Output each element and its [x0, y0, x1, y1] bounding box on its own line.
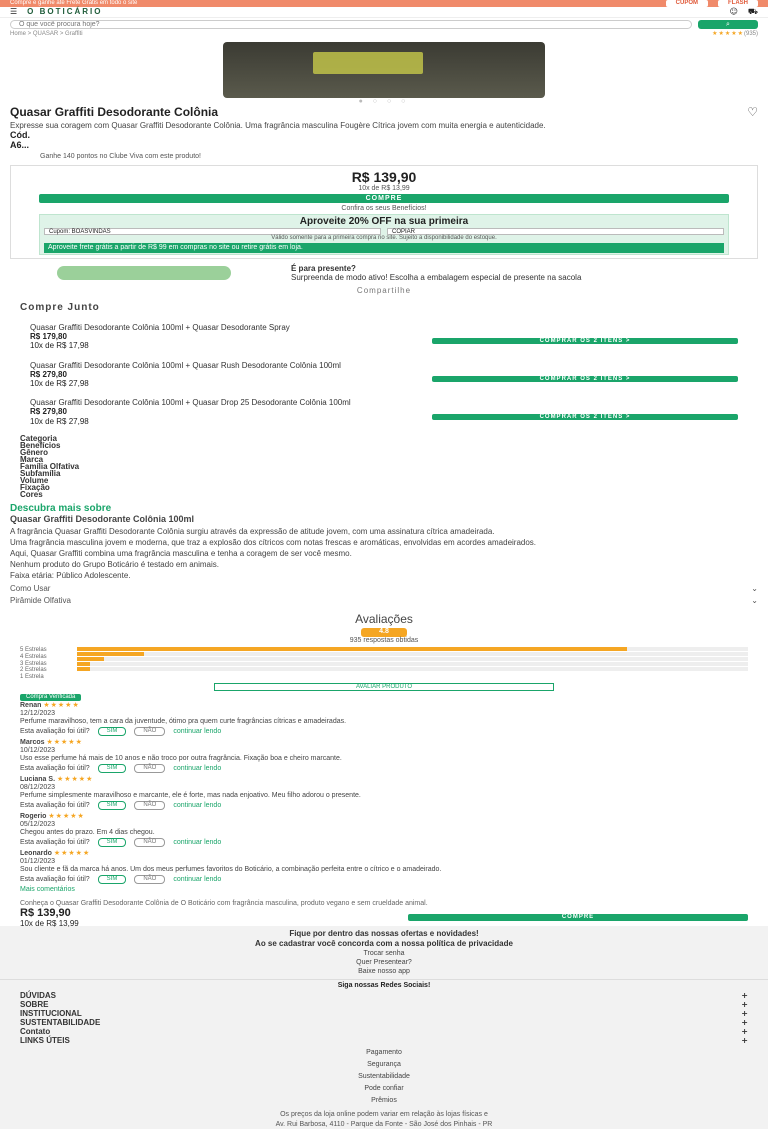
combo-item [0, 398, 768, 426]
combo-row [30, 407, 738, 425]
helpful-row [20, 875, 748, 884]
search-row [0, 18, 768, 30]
combo-buy-button[interactable]: COMPRAR OS 2 ITENS > [432, 376, 738, 382]
helpful-yes-button[interactable]: SIM [98, 727, 127, 736]
review-date: 08/12/2023 [20, 784, 56, 792]
helpful-row [20, 801, 748, 810]
promo-pill-flash[interactable]: FLASH [718, 0, 758, 7]
combo-row [30, 332, 738, 350]
plus-icon: + [741, 999, 748, 1009]
combo-item [0, 361, 768, 389]
helpful-question: Esta avaliação foi útil? [20, 875, 90, 883]
review-item [0, 812, 768, 847]
accordion-label: LINKS ÚTEIS [20, 1035, 70, 1045]
company-address: Av. Rui Barbosa, 4110 - Parque da Fonte - São José dos Pinhais - PR [275, 1120, 493, 1128]
reviewer-name: Marcos [20, 739, 45, 747]
accordion-label: SOBRE [20, 999, 49, 1009]
privacy-note[interactable]: Ao se cadastrar você concorda com a nossa política de privacidade [255, 938, 513, 948]
review-date: 12/12/2023 [20, 710, 56, 718]
product-description: Expresse sua coragem com Quasar Graffiti Desodorante Colônia. Uma fragrância masculina Fougère Cítrica jovem com muita energia e autenticidade. [10, 120, 546, 130]
footer-link[interactable]: Baixe nosso app [358, 967, 410, 975]
combo-buy-button[interactable]: COMPRAR OS 2 ITENS > [432, 338, 738, 344]
social-title: Siga nossas Redes Sociais! [0, 979, 768, 991]
helpful-question: Esta avaliação foi útil? [20, 801, 90, 809]
review-stars: ★★★★★ [46, 738, 83, 747]
menu-icon[interactable]: ☰ [10, 7, 18, 17]
helpful-no-button[interactable]: NÃO [134, 838, 165, 847]
sticky-buy-button[interactable]: COMPRE [408, 914, 748, 921]
search-icon: ⌕ [726, 19, 730, 28]
helpful-question: Esta avaliação foi útil? [20, 838, 90, 846]
histogram-label: 1 Estrela [20, 674, 44, 681]
product-title: Quasar Graffiti Desodorante Colônia [10, 105, 219, 119]
histogram-labels [20, 647, 47, 681]
histogram-bars [77, 647, 748, 681]
product-image[interactable] [223, 42, 545, 98]
combo-name[interactable]: Quasar Graffiti Desodorante Colônia 100ml + Quasar Rush Desodorante Colônia 100ml [30, 360, 341, 370]
combo-row [30, 370, 738, 388]
review-item [0, 738, 768, 773]
combo-name[interactable]: Quasar Graffiti Desodorante Colônia 100ml + Quasar Drop 25 Desodorante Colônia 100ml [30, 398, 351, 408]
promo-pill-coupon[interactable]: CUPOM [666, 0, 708, 7]
share-button[interactable]: Compartilhe [356, 286, 412, 296]
histogram-bar-fill [77, 667, 90, 671]
seo-disclaimer: Conheça o Quasar Graffiti Desodorante Colônia de O Boticário com fragrância masculina, produto vegano e sem crueldade animal. [20, 900, 428, 908]
histogram-label: 3 Estrelas [20, 660, 47, 667]
coupon-code-field[interactable]: Cupom: BOASVINDAS [44, 228, 381, 235]
accordion-item[interactable] [20, 991, 748, 1000]
helpful-yes-button[interactable]: SIM [98, 875, 127, 884]
helpful-row [20, 764, 748, 773]
footer-menu-item[interactable]: Segurança [367, 1060, 401, 1068]
accordion-item[interactable] [20, 1018, 748, 1027]
benefits-note: Válido somente para a primeira compra no site. Sujeito a disponibilidade do estoque. [271, 235, 497, 242]
about-paragraph: Uma fragrância masculina jovem e moderna, que traz a explosão dos cítricos com notas frescas e aromáticas, envolvidas em acordes amadeirados. [10, 537, 537, 547]
free-shipping-banner: Aproveite frete grátis a partir de R$ 99 em compras no site ou retire grátis em loja. [44, 243, 724, 253]
product-specs [0, 434, 768, 497]
chevron-down-icon: ⌄ [751, 583, 758, 593]
cart-icon[interactable]: ⛟ [747, 7, 758, 17]
helpful-question: Esta avaliação foi útil? [20, 727, 90, 735]
spec-label: Fixação [20, 482, 50, 492]
about-paragraph: Nenhum produto do Grupo Boticário é testado em animais. [10, 560, 220, 570]
continue-reading-link[interactable]: continuar lendo [173, 801, 222, 809]
accordion-label: INSTITUCIONAL [20, 1008, 82, 1018]
helpful-question: Esta avaliação foi útil? [20, 764, 90, 772]
spec-label: Categoria [20, 433, 57, 443]
footer-link[interactable]: Quer Presentear? [356, 958, 412, 966]
combo-installments: 10x de R$ 27,98 [30, 416, 89, 426]
site-header [0, 7, 768, 18]
promo-bar [0, 0, 768, 7]
carousel-dots[interactable]: ● ○ ○ ○ [358, 98, 410, 105]
continue-reading-link[interactable]: continuar lendo [173, 875, 222, 883]
accordion-item[interactable] [20, 1027, 748, 1036]
review-date: 01/12/2023 [20, 858, 56, 866]
user-icon[interactable]: ☺ [729, 7, 738, 17]
footer-menu-item[interactable]: Pode confiar [364, 1084, 404, 1092]
review-text: Perfume maravilhoso, tem a cara da juventude, ótimo pra quem curte fragrâncias cítricas e amadeiradas. [20, 718, 347, 726]
accordion-label: Contato [20, 1026, 51, 1036]
review-list [0, 693, 768, 884]
accordion-item[interactable] [20, 1009, 748, 1018]
about-paragraph: A fragrância Quasar Graffiti Desodorante Colônia surgiu através da expressão de atitude jovem, com uma assinatura cítrica amadeirada. [10, 526, 495, 536]
more-reviews-link[interactable]: Mais comentários [20, 886, 75, 894]
reviewer-name: Rogerio [20, 813, 47, 821]
helpful-no-button[interactable]: NÃO [134, 875, 165, 884]
footer-menu [0, 1049, 768, 1109]
histogram-bar [77, 667, 748, 671]
sticky-buy-bar [0, 906, 768, 929]
olfactory-pyramid-toggle[interactable] [0, 596, 768, 605]
gift-badge [57, 266, 231, 280]
histogram-bar [77, 652, 748, 656]
benefits-heading: Aproveite 20% OFF na sua primeira [299, 215, 469, 227]
review-date: 10/12/2023 [20, 747, 56, 755]
product-code: A6... [10, 140, 30, 151]
rating-count-text: 935 respostas obtidas [349, 636, 419, 644]
reviews-title: Avaliações [355, 611, 413, 626]
spec-label: Família Olfativa [20, 461, 80, 471]
reviewer-name: Luciana S. [20, 776, 56, 784]
helpful-yes-button[interactable]: SIM [98, 801, 127, 810]
histogram-bar [77, 647, 748, 651]
sticky-installments: 10x de R$ 13,99 [20, 919, 79, 929]
footer-links [0, 950, 768, 977]
combo-buy-button[interactable]: COMPRAR OS 2 ITENS > [432, 414, 738, 420]
histogram-bar-fill [77, 647, 627, 651]
plus-icon: + [741, 1008, 748, 1018]
review-item [0, 775, 768, 810]
histogram-bar [77, 662, 748, 666]
about-title: Descubra mais sobre [10, 502, 112, 514]
rate-product-button[interactable]: AVALIAR PRODUTO [214, 683, 554, 691]
chevron-down-icon: ⌄ [751, 595, 758, 605]
helpful-yes-button[interactable]: SIM [98, 838, 127, 847]
compre-junto-title: Compre Junto [20, 301, 100, 313]
review-date: 05/12/2023 [20, 821, 56, 829]
helpful-row [20, 727, 748, 736]
olfactory-pyramid-label: Pirâmide Olfativa [10, 595, 71, 605]
continue-reading-link[interactable]: continuar lendo [173, 764, 222, 772]
accordion-label: SUSTENTABILIDADE [20, 1017, 101, 1027]
review-stars: ★★★★★ [53, 849, 91, 858]
combo-item [0, 323, 768, 351]
breadcrumb-row [0, 30, 768, 38]
helpful-no-button[interactable]: NÃO [134, 727, 165, 736]
review-stars: ★★★★★ [56, 775, 94, 784]
rating-stars: ★★★★★ [712, 29, 744, 37]
plus-icon: + [741, 990, 748, 1000]
about-paragraph: Aqui, Quasar Graffiti combina uma fragrância masculina e tenha a coragem de ser você mesmo. [10, 548, 352, 558]
combo-price: R$ 279,80 [30, 407, 67, 417]
rating-average: 4.8 [361, 628, 407, 637]
histogram-label: 5 Estrelas [20, 646, 47, 653]
gift-description: Surpreenda de modo ativo! Escolha a embalagem especial de presente na sacola [291, 273, 582, 283]
plus-icon: + [741, 1035, 748, 1045]
accordion-item[interactable] [20, 1036, 748, 1045]
continue-reading-link[interactable]: continuar lendo [173, 838, 222, 846]
footer-menu-item[interactable]: Pagamento [366, 1048, 402, 1056]
review-text: Chegou antes do prazo. Em 4 dias chegou. [20, 829, 155, 837]
footer-menu-item[interactable]: Sustentabilidade [358, 1072, 410, 1080]
continue-reading-link[interactable]: continuar lendo [173, 727, 222, 735]
spec-label: Cores [20, 489, 43, 499]
review-stars: ★★★★★ [43, 701, 80, 710]
spec-label: Subfamília [20, 468, 61, 478]
brand-logo[interactable]: O BOTICÁRIO [27, 7, 103, 17]
combo-installments: 10x de R$ 17,98 [30, 341, 89, 351]
verified-badge: Compra Verificada [20, 694, 81, 701]
gift-title: É para presente? [291, 264, 356, 274]
product-code-label: Cód. [10, 129, 30, 140]
plus-icon: + [741, 1017, 748, 1027]
legal-text: Os preços da loja online podem variar em relação às lojas físicas e [280, 1110, 488, 1118]
spec-label: Gênero [20, 447, 49, 457]
compre-junto-list [0, 323, 768, 426]
review-stars: ★★★★★ [48, 812, 85, 821]
rating-histogram [0, 647, 768, 681]
product-info [0, 106, 768, 161]
reviewer-name: Leonardo [20, 850, 52, 858]
review-item [0, 849, 768, 884]
benefits-box [39, 214, 729, 255]
buy-box [10, 165, 758, 260]
histogram-bar-fill [77, 657, 104, 661]
search-input[interactable] [10, 20, 692, 29]
product-price: R$ 139,90 [351, 168, 417, 185]
plus-icon: + [741, 1026, 748, 1036]
about-heading: Quasar Graffiti Desodorante Colônia 100ml [10, 514, 195, 525]
review-text: Sou cliente e fã da marca há anos. Um dos meus perfumes favoritos do Boticário, a combinação perfeita entre o cítrico e o amadeirado. [20, 866, 442, 874]
reviewer-name: Renan [20, 702, 42, 710]
footer-link[interactable]: Trocar senha [363, 949, 405, 957]
breadcrumb[interactable]: Home > QUASAR > Graffiti [10, 30, 83, 37]
benefits-title: Confira os seus Benefícios! [341, 204, 427, 212]
site-footer [0, 926, 768, 1128]
gift-section[interactable] [10, 262, 758, 284]
footer-accordion [0, 991, 768, 1045]
coupon-row [44, 228, 724, 235]
rating-count[interactable]: (935) [743, 30, 758, 37]
accordion-label: DÚVIDAS [20, 990, 57, 1000]
histogram-bar [77, 657, 748, 661]
helpful-no-button[interactable]: NÃO [134, 764, 165, 773]
review-item [0, 693, 768, 736]
product-title-row [10, 106, 758, 120]
about-paragraph: Faixa etária: Público Adolescente. [10, 571, 131, 581]
how-to-use-label: Como Usar [10, 583, 51, 593]
accordion-item[interactable] [20, 1000, 748, 1009]
footer-menu-item[interactable]: Prêmios [371, 1096, 397, 1104]
loyalty-points: Ganhe 140 pontos no Clube Viva com este produto! [40, 152, 201, 160]
gift-text-block [291, 264, 581, 282]
combo-price: R$ 179,80 [30, 332, 67, 342]
newsletter-title: Fique por dentro das nossas ofertas e novidades! [289, 929, 479, 939]
coupon-copy-button[interactable]: COPIAR [387, 228, 724, 235]
how-to-use-toggle[interactable] [0, 584, 768, 593]
review-text: Uso esse perfume há mais de 10 anos e não troco por outra fragrância. Fixação boa e cheiro marcante. [20, 755, 342, 763]
spec-label: Volume [20, 475, 49, 485]
spec-label: Marca [20, 454, 44, 464]
helpful-no-button[interactable]: NÃO [134, 801, 165, 810]
buy-button[interactable]: COMPRE [39, 194, 729, 203]
sticky-price: R$ 139,90 [20, 906, 71, 919]
histogram-bar-fill [77, 662, 90, 666]
combo-name[interactable]: Quasar Graffiti Desodorante Colônia 100ml + Quasar Desodorante Spray [30, 323, 290, 333]
review-text: Perfume simplesmente maravilhoso e marcante, ele é forte, mas nada enjoativo. Meu filho adorou o presente. [20, 792, 361, 800]
histogram-label: 2 Estrelas [20, 667, 47, 674]
spec-label: Benefícios [20, 440, 61, 450]
helpful-row [20, 838, 748, 847]
search-button[interactable] [698, 20, 758, 29]
about-section [0, 514, 768, 580]
combo-installments: 10x de R$ 27,98 [30, 378, 89, 388]
promo-text: Compre e ganhe até Frete Grátis em todo o site [10, 0, 138, 7]
helpful-yes-button[interactable]: SIM [98, 764, 127, 773]
histogram-label: 4 Estrelas [20, 653, 47, 660]
histogram-bar-fill [77, 652, 144, 656]
heart-icon[interactable]: ♡ [747, 105, 758, 119]
installments: 10x de R$ 13,99 [358, 184, 410, 192]
combo-price: R$ 279,80 [30, 369, 67, 379]
